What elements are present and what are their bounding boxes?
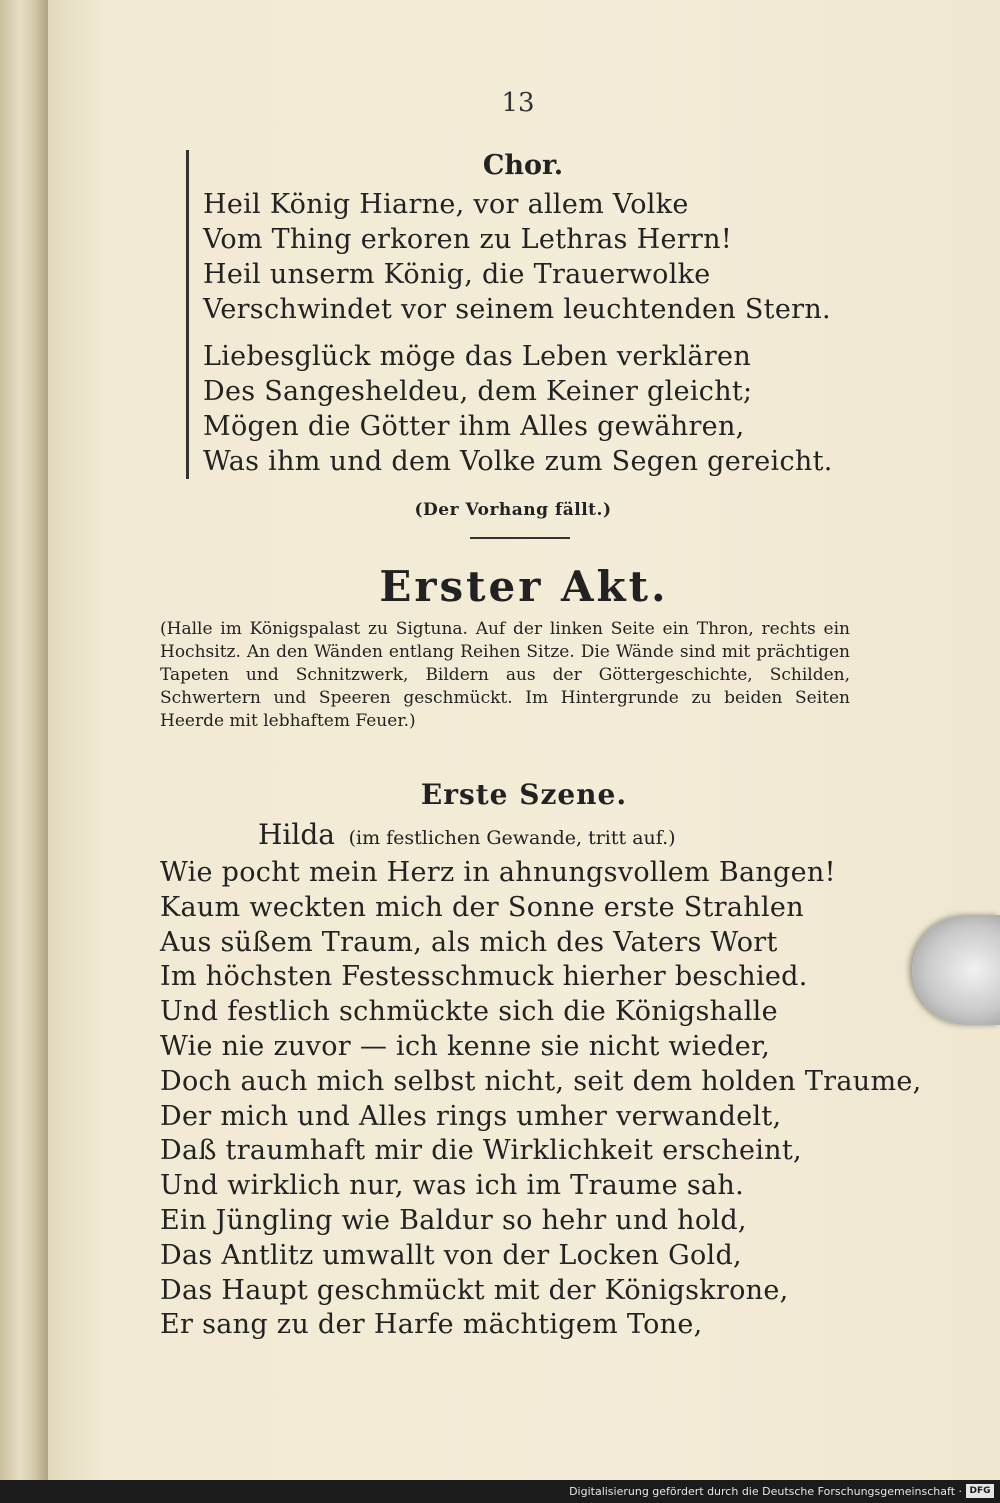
- verse-line: Wie nie zuvor — ich kenne sie nicht wieder,: [160, 1030, 771, 1062]
- verse-line: Liebesglück möge das Leben verklären: [203, 341, 752, 372]
- dfg-logo: DFG: [966, 1484, 994, 1498]
- book-page: [48, 0, 1000, 1480]
- speaker-stage-direction: (im festlichen Gewande, tritt auf.): [348, 827, 676, 849]
- stanza-gap: [203, 327, 843, 339]
- verse-line: Kaum weckten mich der Sonne erste Strahlen: [160, 891, 804, 923]
- verse-line: Im höchsten Festesschmuck hierher beschied.: [160, 961, 808, 993]
- speaker-name: Hilda: [258, 818, 335, 851]
- page-number: 13: [501, 88, 535, 118]
- book-spine-gutter: [0, 0, 50, 1480]
- chorus-block: [186, 150, 843, 479]
- scene-speaker-line: [258, 818, 858, 851]
- section-divider: [470, 537, 570, 539]
- scene-title: Erste Szene.: [420, 778, 628, 811]
- verse-line: Was ihm und dem Volke zum Segen gereicht.: [203, 446, 833, 477]
- verse-line: Und festlich schmückte sich die Königshalle: [160, 996, 778, 1028]
- verse-line: Mögen die Götter ihm Alles gewähren,: [203, 411, 745, 442]
- act-setting-description: (Halle im Königspalast zu Sigtuna. Auf der linken Seite ein Thron, rechts ein Hochsitz. An den Wänden entlang Reihen Sitze. Die Wände sind mit prächtigen Tapeten und Schnitzwerk, Bildern aus der Göttergeschichte, Schilden, Schwertern und Speeren geschmückt. Im Hintergrunde zu beiden Seiten Heerde mit lebhaftem Feuer.): [160, 619, 850, 731]
- verse-line: Daß traumhaft mir die Wirklichkeit erscheint,: [160, 1135, 802, 1167]
- verse-line: Das Haupt geschmückt mit der Königskrone,: [160, 1274, 789, 1306]
- verse-line: Der mich und Alles rings umher verwandelt,: [160, 1100, 782, 1132]
- verse-line: Des Sangesheldeu, dem Keiner gleicht;: [203, 376, 753, 407]
- verse-line: Ein Jüngling wie Baldur so hehr und hold,: [160, 1204, 747, 1236]
- funding-credit: Digitalisierung gefördert durch die Deutsche Forschungsgemeinschaft ·: [569, 1485, 962, 1498]
- verse-line: Heil König Hiarne, vor allem Volke: [203, 189, 689, 220]
- verse-line: Das Antlitz umwallt von der Locken Gold,: [160, 1239, 742, 1271]
- verse-line: Wie pocht mein Herz in ahnungsvollem Bangen!: [160, 857, 836, 888]
- verse-line: Vom Thing erkoren zu Lethras Herrn!: [203, 224, 732, 255]
- act-title: Erster Akt.: [379, 562, 669, 611]
- verse-line: Er sang zu der Harfe mächtigem Tone,: [160, 1309, 703, 1341]
- verse-line: Verschwindet vor seinem leuchtenden Stern.: [203, 294, 831, 325]
- curtain-direction-wrap: [186, 486, 840, 520]
- curtain-stage-direction: (Der Vorhang fällt.): [414, 500, 612, 520]
- verse-line: Und wirklich nur, was ich im Traume sah.: [160, 1170, 744, 1202]
- chorus-speaker: Chor.: [482, 150, 564, 181]
- monologue-block: [160, 856, 922, 1343]
- verse-line: Heil unserm König, die Trauerwolke: [203, 259, 711, 290]
- verse-line: Doch auch mich selbst nicht, seit dem holden Traume,: [160, 1065, 922, 1097]
- verse-line: Aus süßem Traum, als mich des Vaters Wort: [160, 926, 778, 958]
- digitization-footer: [48, 1480, 1000, 1503]
